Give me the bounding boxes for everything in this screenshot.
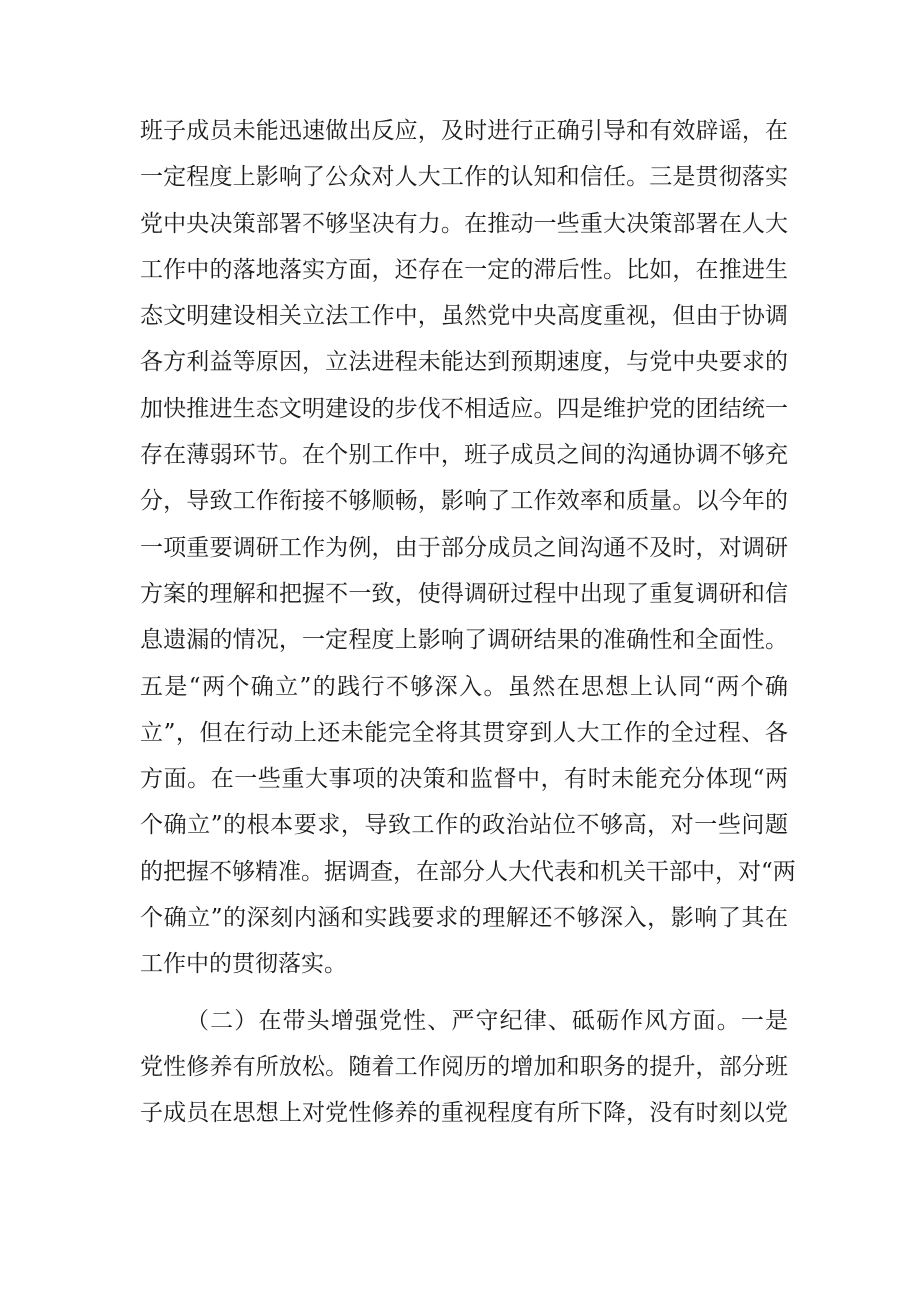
text-line: 加快推进生态文明建设的步伐不相适应。四是维护党的团结统一 bbox=[140, 395, 788, 422]
text-line: 方面。在一些重大事项的决策和监督中，有时未能充分体现“两 bbox=[140, 766, 788, 793]
text-line: 各方利益等原因，立法进程未能达到预期速度，与党中央要求的 bbox=[140, 349, 788, 376]
text-line: 班子成员未能迅速做出反应，及时进行正确引导和有效辟谣，在 bbox=[140, 118, 788, 144]
paragraph-gap bbox=[140, 988, 788, 998]
text-line: 党中央决策部署不够坚决有力。在推动一些重大决策部署在人大 bbox=[140, 210, 788, 237]
paragraph-2 bbox=[140, 998, 788, 1137]
text-line: 党性修养有所放松。随着工作阅历的增加和职务的提升，部分班 bbox=[140, 1053, 788, 1080]
text-line: 子成员在思想上对党性修养的重视程度有所下降，没有时刻以党 bbox=[140, 1100, 788, 1127]
text-line: 个确立”的根本要求，导致工作的政治站位不够高，对一些问题 bbox=[140, 812, 788, 839]
text-line: 的把握不够精准。据调查，在部分人大代表和机关干部中，对“两 bbox=[140, 858, 796, 885]
text-line: 工作中的落地落实方面，还存在一定的滞后性。比如，在推进生 bbox=[140, 256, 788, 283]
text-line: （二）在带头增强党性、严守纪律、砥砺作风方面。一是 bbox=[186, 1007, 788, 1034]
text-line: 一定程度上影响了公众对人大工作的认知和信任。三是贯彻落实 bbox=[140, 164, 788, 191]
text-line: 个确立”的深刻内涵和实践要求的理解还不够深入，影响了其在 bbox=[140, 905, 788, 932]
text-line: 态文明建设相关立法工作中，虽然党中央高度重视，但由于协调 bbox=[140, 303, 788, 330]
text-line: 工作中的贯彻落实。 bbox=[140, 951, 347, 978]
text-line: 一项重要调研工作为例，由于部分成员之间沟通不及时，对调研 bbox=[140, 534, 788, 561]
text-line: 五是“两个确立”的践行不够深入。虽然在思想上认同“两个确 bbox=[140, 673, 788, 700]
paragraph-1 bbox=[140, 108, 796, 988]
text-line: 分，导致工作衔接不够顺畅，影响了工作效率和质量。以今年的 bbox=[140, 488, 788, 515]
text-line: 存在薄弱环节。在个别工作中，班子成员之间的沟通协调不够充 bbox=[140, 442, 788, 469]
text-line: 息遗漏的情况，一定程度上影响了调研结果的准确性和全面性。 bbox=[140, 627, 788, 654]
text-line: 方案的理解和把握不一致，使得调研过程中出现了重复调研和信 bbox=[140, 580, 788, 607]
text-line: 立”，但在行动上还未能完全将其贯穿到人大工作的全过程、各 bbox=[140, 719, 788, 746]
document-body bbox=[140, 108, 796, 1137]
